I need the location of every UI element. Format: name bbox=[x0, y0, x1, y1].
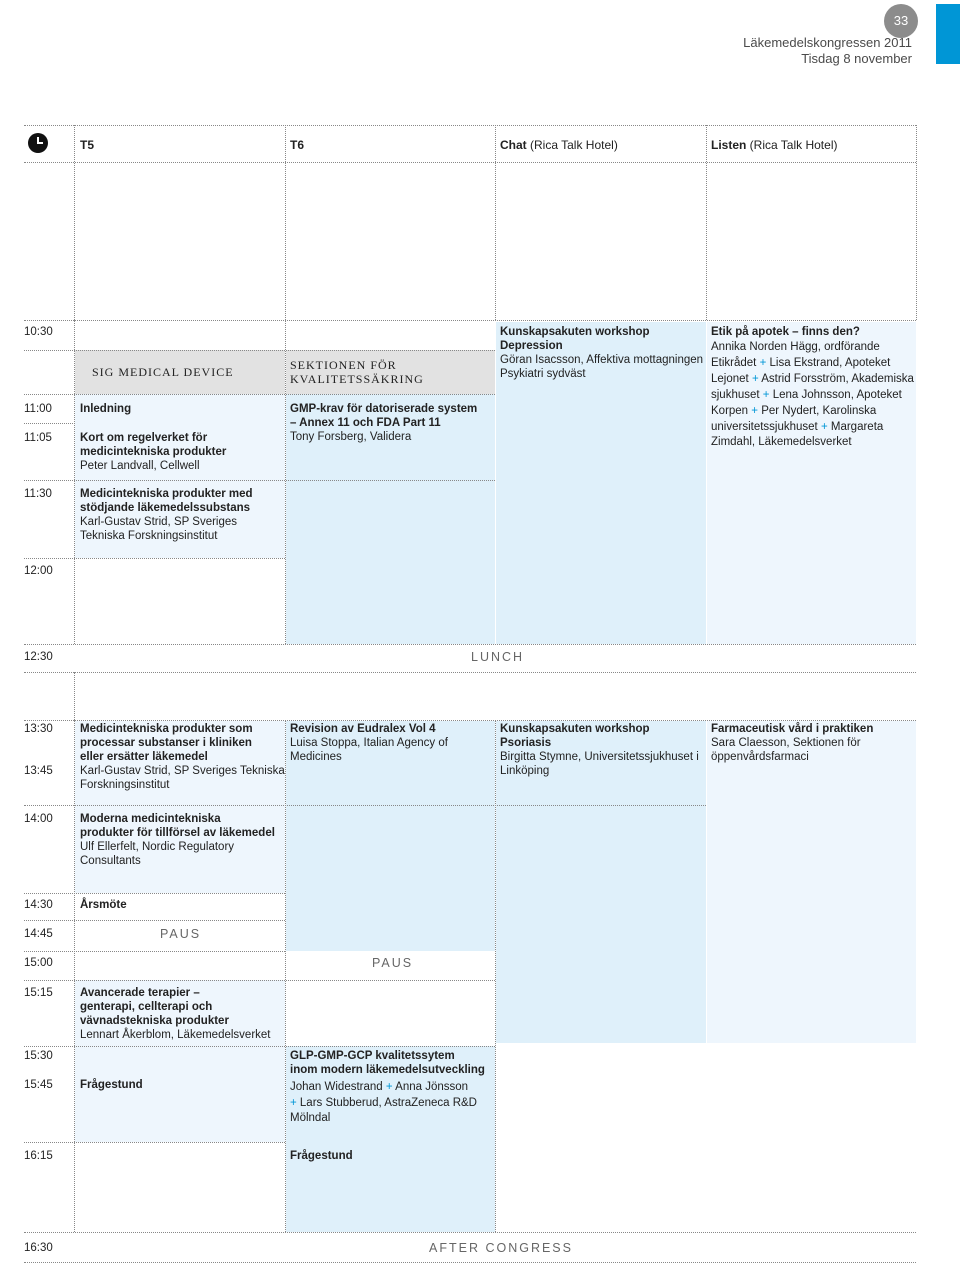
t5-session-title: Moderna medicintekniska bbox=[80, 813, 221, 825]
page-number-badge: 33 bbox=[884, 4, 918, 38]
listen-afternoon-block bbox=[707, 721, 916, 1043]
t5-session-title: processar substanser i kliniken bbox=[80, 737, 252, 749]
listen-session-title: Farmaceutisk vård i praktiken bbox=[711, 723, 874, 735]
t5-inledning: Inledning bbox=[80, 403, 132, 415]
t5-session-title: Kort om regelverket för bbox=[80, 432, 208, 444]
t5-session-speaker: Peter Landvall, Cellwell bbox=[80, 460, 200, 472]
event-title: Läkemedelskongressen 2011 bbox=[743, 35, 912, 50]
header-bottom-rule bbox=[24, 162, 916, 163]
chat-session-title: Depression bbox=[500, 340, 563, 352]
chat-session-speaker: Birgitta Stymne, Universitetssjukhuset i bbox=[500, 751, 699, 763]
time-label: 11:30 bbox=[24, 488, 52, 500]
time-label: 15:30 bbox=[24, 1050, 53, 1062]
t6-session-speaker: + Lars Stubberud, AstraZeneca R&D bbox=[290, 1097, 477, 1109]
listen-session-speaker: Lejonet + Astrid Forsström, Akademiska bbox=[711, 373, 914, 385]
column-header-listen: Listen (Rica Talk Hotel) bbox=[711, 138, 838, 152]
t5-session-speaker: Tekniska Forskningsinstitut bbox=[80, 530, 218, 542]
t6-session-title: – Annex 11 och FDA Part 11 bbox=[290, 417, 441, 429]
t5-session-speaker: Consultants bbox=[80, 855, 141, 867]
t5-session-title: Medicintekniska produkter med bbox=[80, 488, 253, 500]
t5-arsmote: Årsmöte bbox=[80, 899, 127, 911]
t6-session-speaker: Johan Widestrand + Anna Jönsson bbox=[290, 1081, 469, 1093]
t5-session-title: produkter för tillförsel av läkemedel bbox=[80, 827, 275, 839]
t5-session-title: vävnadstekniska produkter bbox=[80, 1015, 229, 1027]
listen-session-speaker: Annika Norden Hägg, ordförande bbox=[711, 341, 880, 353]
t6-session-title: GMP-krav för datoriserade system bbox=[290, 403, 478, 415]
t6-section-title: SEKTIONEN FÖR bbox=[290, 358, 397, 372]
listen-session-speaker: Zimdahl, Läkemedelsverket bbox=[711, 436, 852, 448]
lunch-label: LUNCH bbox=[471, 650, 525, 664]
time-label: 15:15 bbox=[24, 987, 53, 999]
clock-icon bbox=[28, 133, 48, 153]
column-header-chat: Chat (Rica Talk Hotel) bbox=[500, 138, 618, 152]
listen-session-speaker: universitetssjukhuset + Margareta bbox=[711, 421, 884, 433]
t5-session-speaker: Lennart Åkerblom, Läkemedelsverket bbox=[80, 1029, 271, 1041]
chat-session-title: Kunskapsakuten workshop bbox=[500, 723, 650, 735]
time-label: 10:30 bbox=[24, 326, 53, 338]
time-label: 15:45 bbox=[24, 1079, 53, 1091]
t6-session-title: GLP-GMP-GCP kvalitetssytem bbox=[290, 1050, 455, 1062]
listen-session-speaker: öppenvårdsfarmaci bbox=[711, 751, 809, 763]
after-congress-label: AFTER CONGRESS bbox=[429, 1241, 573, 1255]
listen-session-speaker: Etikrådet + Lisa Ekstrand, Apoteket bbox=[711, 357, 891, 369]
time-label: 15:00 bbox=[24, 957, 53, 969]
time-label: 14:45 bbox=[24, 928, 53, 940]
listen-session-title: Etik på apotek – finns den? bbox=[711, 326, 860, 338]
time-label: 11:00 bbox=[24, 403, 52, 415]
header-top-rule bbox=[24, 125, 916, 126]
t6-session-title: Revision av Eudralex Vol 4 bbox=[290, 723, 436, 735]
t5-session-title: medicintekniska produkter bbox=[80, 446, 227, 458]
time-label: 14:30 bbox=[24, 899, 53, 911]
t5-session-title: Avancerade terapier – bbox=[80, 987, 200, 999]
column-header-t5: T5 bbox=[80, 138, 95, 152]
chat-session-title: Kunskapsakuten workshop bbox=[500, 326, 650, 338]
time-label: 11:05 bbox=[24, 432, 52, 444]
t5-session-title: genterapi, cellterapi och bbox=[80, 1001, 213, 1013]
column-header-t6: T6 bbox=[290, 138, 305, 152]
t5-session-speaker: Karl-Gustav Strid, SP Sveriges bbox=[80, 516, 238, 528]
listen-session-speaker: Korpen + Per Nydert, Karolinska bbox=[711, 405, 877, 417]
event-day: Tisdag 8 november bbox=[801, 51, 912, 66]
chat-session-speaker: Linköping bbox=[500, 765, 550, 777]
t5-session-speaker: Forskningsinstitut bbox=[80, 779, 170, 791]
time-label: 12:30 bbox=[24, 651, 53, 663]
t6-session-speaker: Mölndal bbox=[290, 1112, 331, 1124]
t5-session-speaker: Ulf Ellerfelt, Nordic Regulatory bbox=[80, 841, 235, 853]
time-label: 14:00 bbox=[24, 813, 53, 825]
t6-session-speaker: Luisa Stoppa, Italian Agency of bbox=[290, 737, 448, 749]
time-label: 16:15 bbox=[24, 1150, 53, 1162]
t5-session-title: eller ersätter läkemedel bbox=[80, 751, 208, 763]
time-label: 16:30 bbox=[24, 1242, 53, 1254]
time-label: 13:30 bbox=[24, 723, 53, 735]
t5-session-title: stödjande läkemedelssubstans bbox=[80, 502, 251, 514]
listen-morning-block bbox=[707, 322, 916, 644]
chat-session-title: Psoriasis bbox=[500, 737, 552, 749]
t5-fragestund: Frågestund bbox=[80, 1079, 143, 1091]
t6-section-title: KVALITETSSÄKRING bbox=[290, 372, 424, 386]
t6-paus-label: PAUS bbox=[372, 956, 414, 970]
listen-session-speaker: Sara Claesson, Sektionen för bbox=[711, 737, 861, 749]
chat-session-speaker: Göran Isacsson, Affektiva mottagningen bbox=[500, 354, 704, 366]
t6-session-speaker: Tony Forsberg, Validera bbox=[290, 431, 412, 443]
t5-section-title: SIG MEDICAL DEVICE bbox=[92, 365, 234, 379]
listen-session-speaker: sjukhuset + Lena Johnsson, Apoteket bbox=[711, 389, 902, 401]
t5-session-speaker: Karl-Gustav Strid, SP Sveriges Tekniska bbox=[80, 765, 285, 777]
section-tab-marker bbox=[936, 4, 960, 64]
time-label: 12:00 bbox=[24, 565, 53, 577]
t5-session-title: Medicintekniska produkter som bbox=[80, 723, 253, 735]
t6-session-title: inom modern läkemedelsutveckling bbox=[290, 1064, 485, 1076]
t6-fragestund: Frågestund bbox=[290, 1150, 353, 1162]
t5-paus-label: PAUS bbox=[160, 927, 202, 941]
time-label: 13:45 bbox=[24, 765, 53, 777]
chat-session-speaker: Psykiatri sydväst bbox=[500, 368, 586, 380]
t6-session-speaker: Medicines bbox=[290, 751, 342, 763]
